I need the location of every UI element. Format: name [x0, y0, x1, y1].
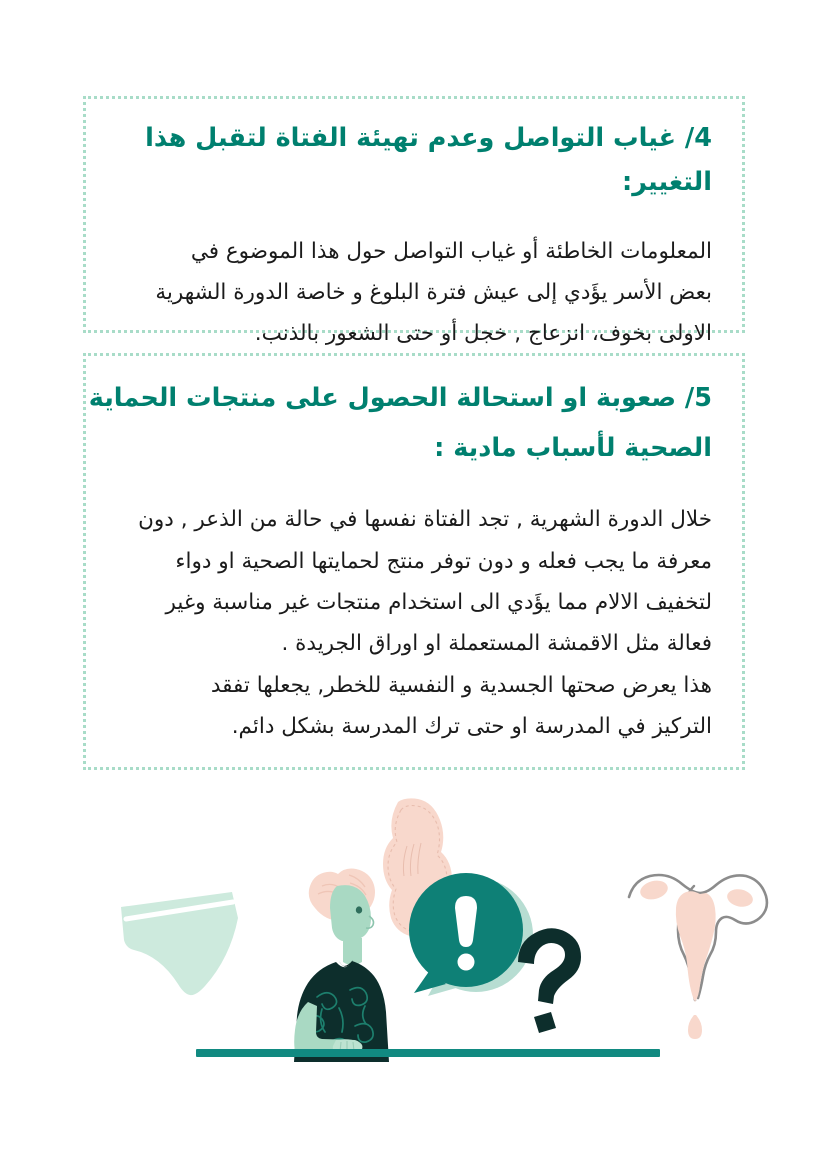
body-line: لتخفيف الالام مما يؤَدي الى استخدام منتجات غير مناسبة وغير [165, 589, 712, 615]
section-5-body-block-b [116, 665, 712, 748]
body-line: بعض الأسر يؤَدي إلى عيش فترة البلوغ و خاصة الدورة الشهرية [155, 279, 712, 305]
uterus-icon [629, 875, 767, 1039]
section-box-5 [83, 353, 745, 770]
section-5-body-block-a [116, 499, 712, 664]
floor-line [196, 1049, 660, 1057]
exclamation-speech-bubble-icon [409, 873, 533, 996]
section-5-heading-line: 5/ صعوبة او استحالة الحصول على منتجات الحماية [88, 383, 712, 413]
body-line: هذا يعرض صحتها الجسدية و النفسية للخطر, يجعلها تفقد [210, 672, 712, 698]
body-line: خلال الدورة الشهرية , تجد الفتاة نفسها في حالة من الذعر , دون [138, 507, 712, 533]
section-5-heading-line: الصحية لأسباب مادية : [434, 432, 712, 463]
body-line: التركيز في المدرسة او حتى ترك المدرسة بشكل دائم. [231, 713, 712, 739]
section-4-body [116, 231, 712, 355]
section-5-heading [88, 374, 712, 473]
girl-figure [294, 869, 389, 1062]
body-line: المعلومات الخاطئة أو غياب التواصل حول هذا الموضوع في [190, 238, 712, 264]
body-line: الاولى بخوف، انزعاج , خجل أو حتى الشعور بالذنب. [254, 321, 712, 347]
section-box-4 [83, 96, 745, 347]
body-line: معرفة ما يجب فعله و دون توفر منتج لحمايتها الصحية او دواء [175, 548, 712, 574]
question-mark-icon [518, 928, 581, 1033]
body-line: فعالة مثل الاقمشة المستعملة او اوراق الجريدة . [281, 631, 712, 657]
menstrual-health-illustration [0, 790, 828, 1090]
underwear-icon [121, 892, 238, 995]
section-4-heading: 4/ غياب التواصل وعدم تهيئة الفتاة لتقبل هذا التغيير: [145, 123, 712, 197]
